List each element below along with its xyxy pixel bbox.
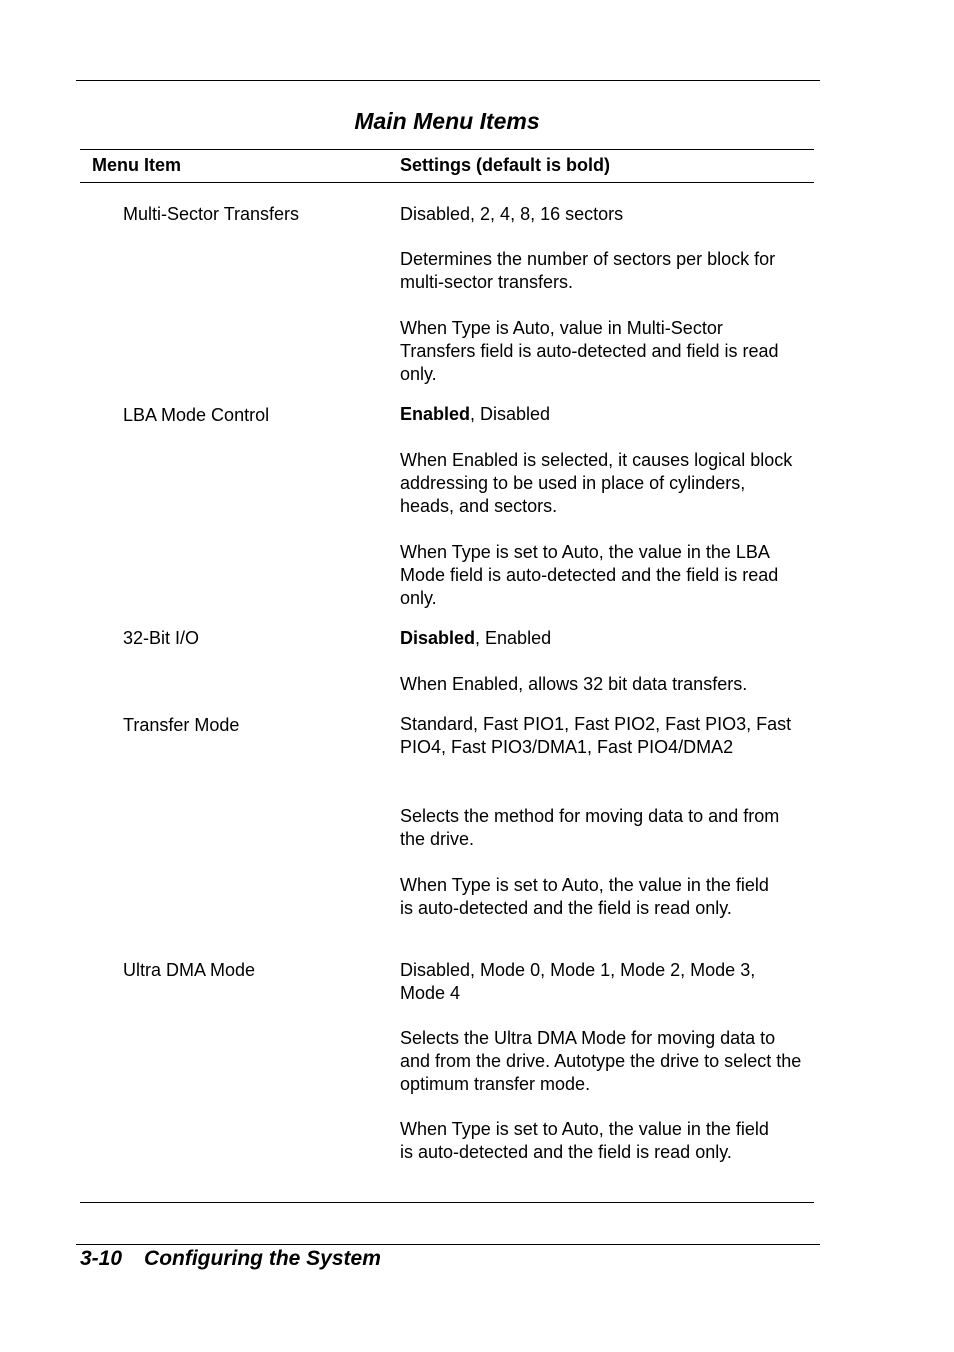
settings-options: Disabled, Mode 0, Mode 1, Mode 2, Mode 3, Mode 4 [400, 960, 756, 1003]
default-value: Disabled [400, 628, 476, 648]
other-values: , Enabled [475, 628, 552, 648]
table-top-rule [80, 149, 814, 150]
menu-item-transfer-mode: Transfer Mode [123, 715, 240, 735]
table-header-rule [80, 182, 814, 183]
settings-description: Selects the method for moving data to and from the drive. [400, 806, 780, 849]
page-number: 3-10 [80, 1247, 123, 1270]
settings-options: Standard, Fast PIO1, Fast PIO2, Fast PIO3, Fast PIO4, Fast PIO3/DMA1, Fast PIO4/DMA2 [400, 714, 792, 757]
settings-description: Determines the number of sectors per block for multi-sector transfers. [400, 249, 776, 292]
settings-description: When Type is set to Auto, the value in the field is auto-detected and the field is read only. [400, 1119, 769, 1162]
settings-description: When Type is set to Auto, the value in the LBA Mode field is auto-detected and the field is read only. [400, 542, 779, 608]
page-footer [80, 1245, 381, 1273]
settings-description: When Enabled, allows 32 bit data transfers. [400, 674, 748, 694]
menu-item-lba-mode-control: LBA Mode Control [123, 405, 270, 425]
column-header-settings: Settings (default is bold) [400, 155, 610, 175]
settings-description: Selects the Ultra DMA Mode for moving data to and from the drive. Autotype the drive to select the optimum transfer mode. [400, 1028, 802, 1094]
column-header-menu-item: Menu Item [92, 155, 182, 175]
settings-options [400, 403, 810, 426]
menu-item-multi-sector-transfers: Multi-Sector Transfers [123, 204, 300, 224]
table-bottom-rule [80, 1202, 814, 1203]
top-rule [76, 80, 820, 81]
settings-options [400, 627, 810, 650]
settings-options: Disabled, 2, 4, 8, 16 sectors [400, 204, 624, 224]
default-value: Enabled [400, 404, 471, 424]
section-title: Main Menu Items [354, 108, 540, 134]
settings-description: When Type is Auto, value in Multi-Sector Transfers field is auto-detected and field is read only. [400, 318, 779, 384]
menu-item-ultra-dma-mode: Ultra DMA Mode [123, 960, 256, 980]
menu-item-32-bit-io: 32-Bit I/O [123, 628, 200, 648]
other-values: , Disabled [470, 404, 551, 424]
settings-description: When Enabled is selected, it causes logical block addressing to be used in place of cylinders, heads, and sectors. [400, 450, 793, 516]
settings-description: When Type is set to Auto, the value in the field is auto-detected and the field is read only. [400, 875, 769, 918]
chapter-title: Configuring the System [144, 1247, 381, 1270]
